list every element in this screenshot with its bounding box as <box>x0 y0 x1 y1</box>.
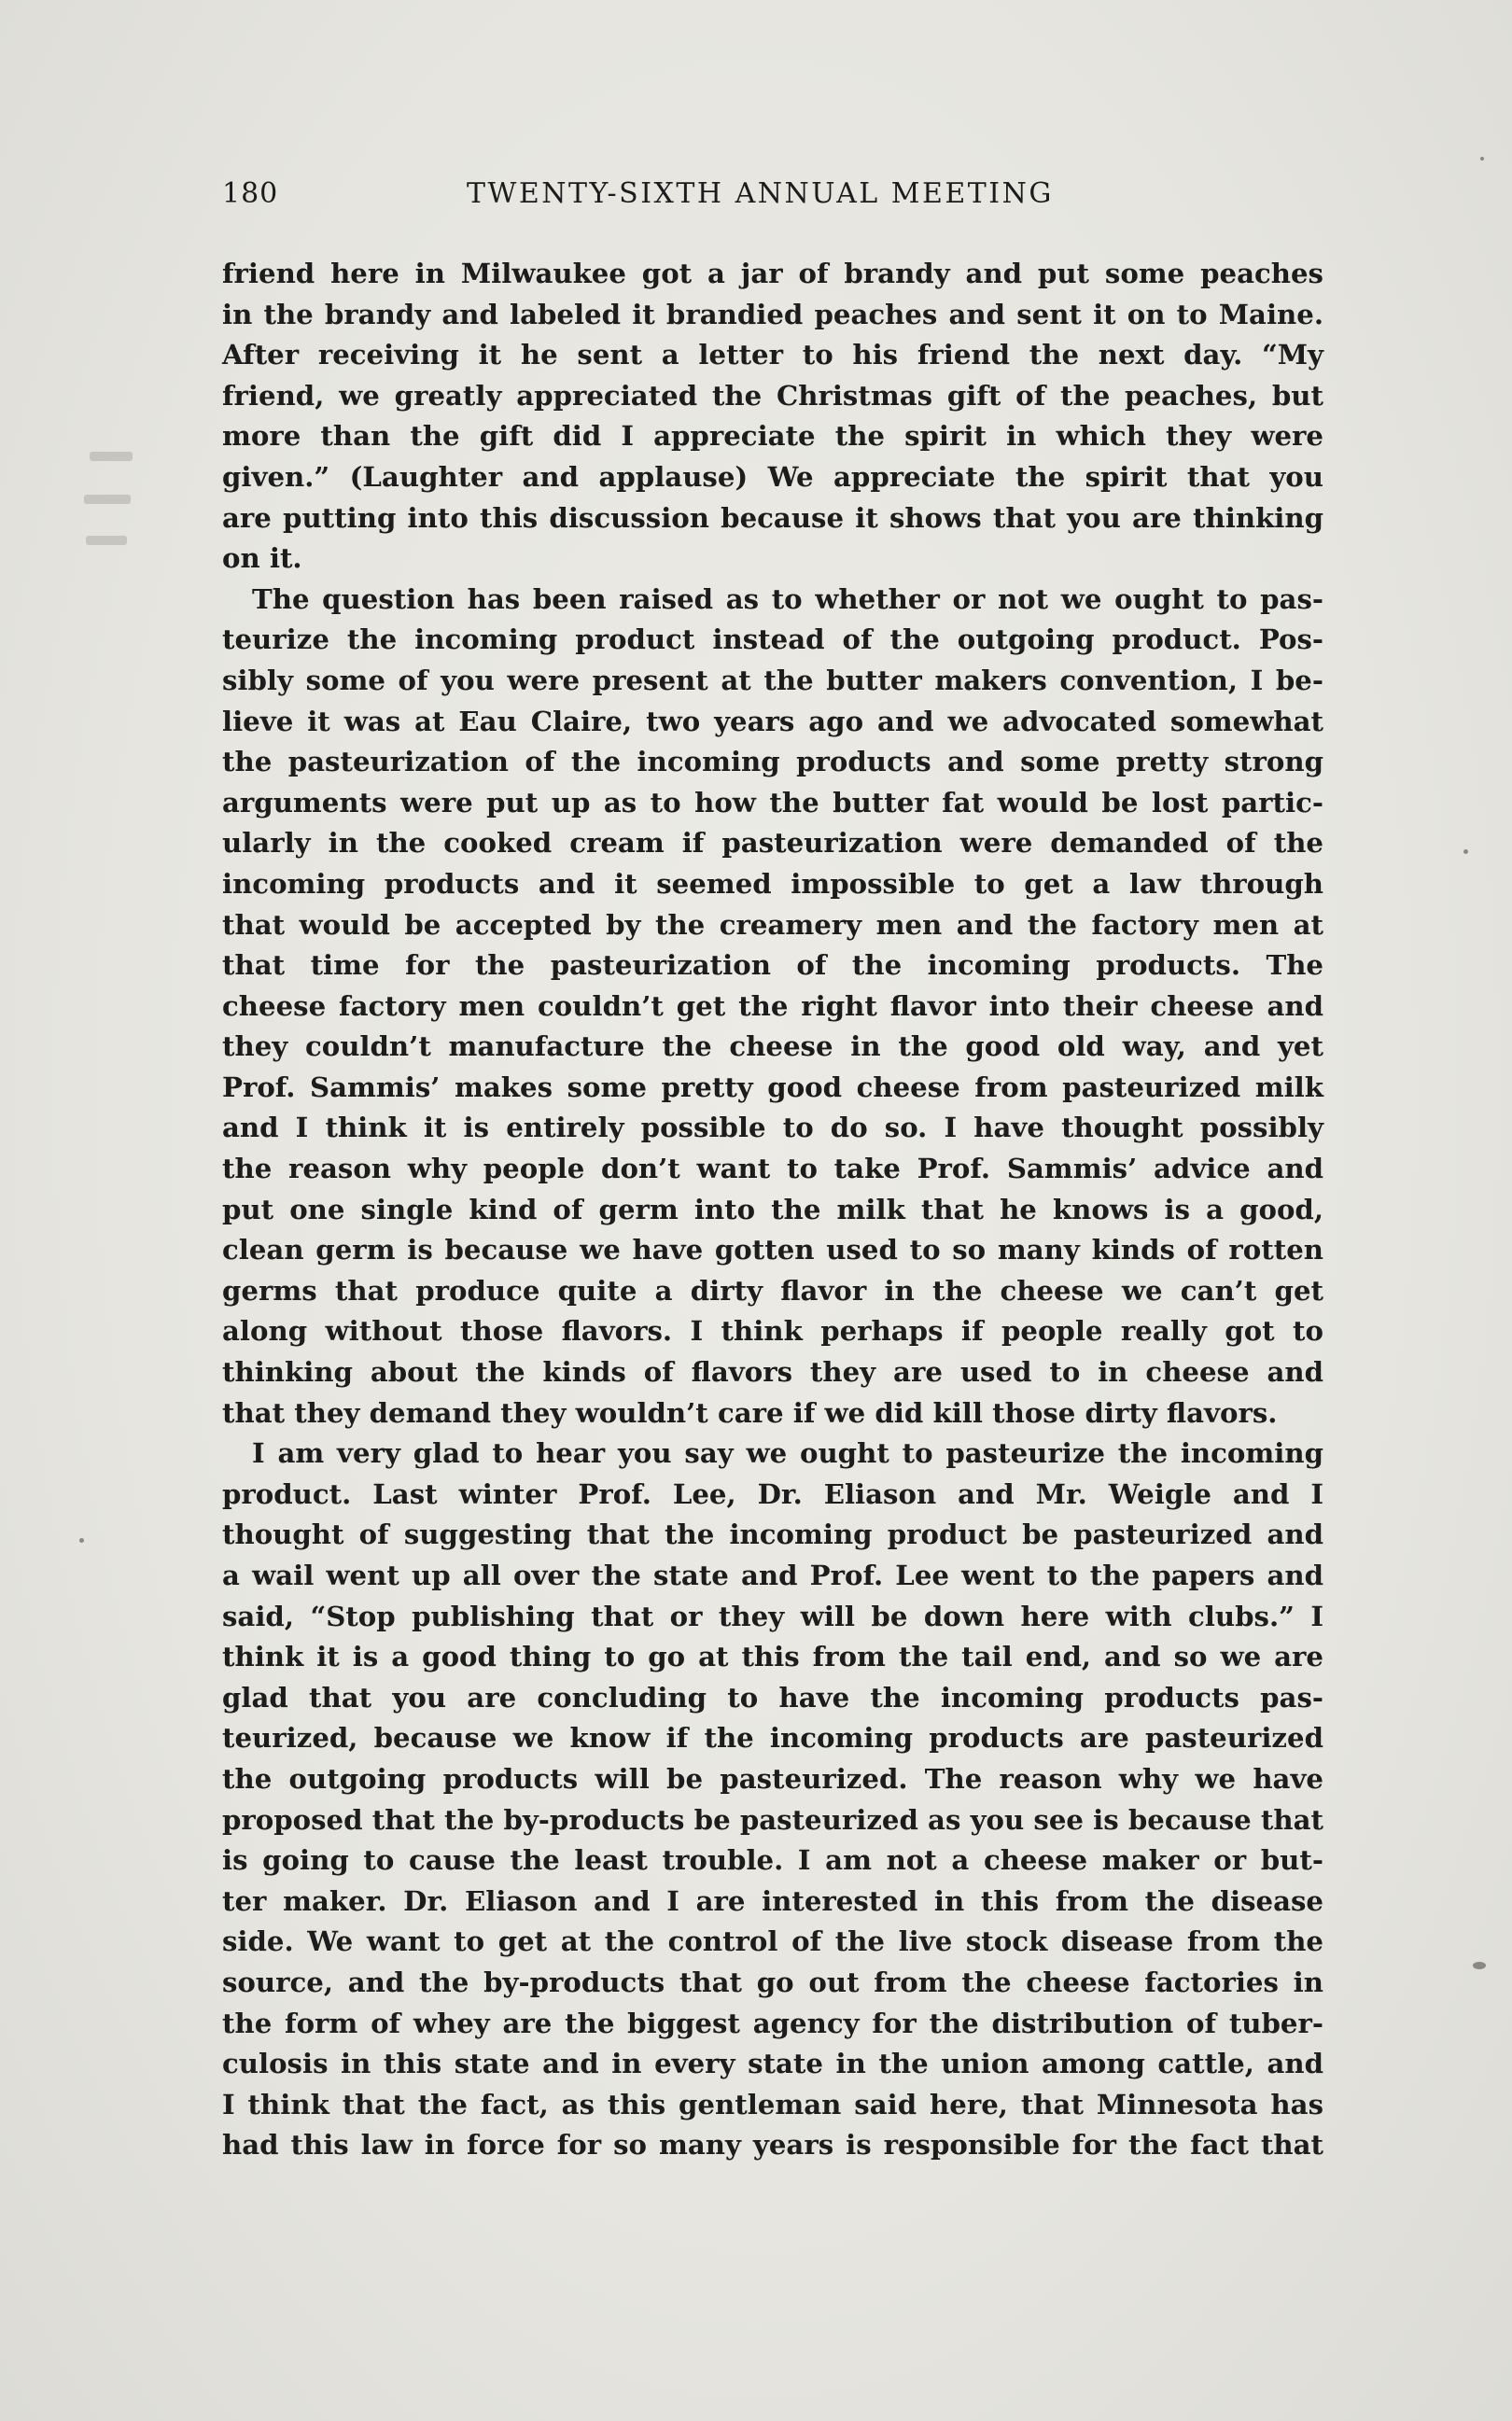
text-line: The question has been raised as to whether or not we ought to pas- <box>252 582 1323 615</box>
text-line: teurize the incoming product instead of the outgoing product. Pos- <box>222 623 1323 656</box>
text-line: I think that the fact, as this gentleman said here, that Minnesota has <box>222 2088 1323 2120</box>
text-line: germs that produce quite a dirty flavor in the cheese we can’t get <box>222 1274 1323 1307</box>
text-line: they couldn’t manufacture the cheese in the good old way, and yet <box>222 1030 1323 1063</box>
scan-speck <box>1463 849 1468 854</box>
text-line: along without those flavors. I think perhaps if people really got to <box>222 1315 1323 1348</box>
text-line: given.” (Laughter and applause) We appreciate the spirit that you <box>222 460 1323 493</box>
text-line: clean germ is because we have gotten used to so many kinds of rotten <box>222 1234 1323 1266</box>
text-line: on it. <box>222 542 302 575</box>
text-line: incoming products and it seemed impossible to get a law through <box>222 867 1323 900</box>
text-line: cheese factory men couldn’t get the right flavor into their cheese and <box>222 989 1323 1022</box>
text-line: that they demand they wouldn’t care if we did kill those dirty flavors. <box>222 1396 1278 1429</box>
text-line: the form of whey are the biggest agency for the distribution of tuber- <box>222 2007 1323 2039</box>
text-line: product. Last winter Prof. Lee, Dr. Eliason and Mr. Weigle and I <box>222 1477 1323 1510</box>
scan-speck <box>1480 157 1484 161</box>
running-title: TWENTY-SIXTH ANNUAL MEETING <box>467 177 1054 210</box>
text-line: the reason why people don’t want to take Prof. Sammis’ advice and <box>222 1153 1323 1185</box>
scan-speck <box>79 1538 84 1543</box>
text-line: that time for the pasteurization of the incoming products. The <box>222 949 1323 982</box>
text-line: sibly some of you were present at the butter makers convention, I be- <box>222 664 1323 696</box>
page-number: 180 <box>222 177 279 210</box>
text-line: the pasteurization of the incoming products and some pretty strong <box>222 746 1323 778</box>
text-line: thought of suggesting that the incoming product be pasteurized and <box>222 1518 1323 1551</box>
text-line: a wail went up all over the state and Prof. Lee went to the papers and <box>222 1560 1323 1591</box>
text-line: proposed that the by-products be pasteurized as you see is because that <box>222 1803 1323 1836</box>
text-line: are putting into this discussion because it shows that you are thinking <box>222 501 1323 534</box>
text-line: ter maker. Dr. Eliason and I are interested in this from the disease <box>222 1884 1323 1917</box>
text-line: friend, we greatly appreciated the Christmas gift of the peaches, but <box>222 379 1323 412</box>
text-line: think it is a good thing to go at this from the tail end, and so we are <box>222 1641 1323 1673</box>
scan-speck <box>1473 1962 1486 1969</box>
text-line: teurized, because we know if the incoming products are pasteurized <box>222 1722 1323 1755</box>
text-line: that would be accepted by the creamery men and the factory men at <box>222 908 1323 941</box>
text-line: said, “Stop publishing that or they will be down here with clubs.” I <box>222 1600 1323 1632</box>
text-line: the outgoing products will be pasteurized. The reason why we have <box>222 1762 1323 1795</box>
text-line: culosis in this state and in every state in the union among cattle, and <box>222 2048 1323 2080</box>
text-line: Prof. Sammis’ makes some pretty good cheese from pasteurized milk <box>222 1071 1323 1103</box>
text-line: and I think it is entirely possible to do so. I have thought possibly <box>222 1112 1323 1144</box>
text-line: more than the gift did I appreciate the spirit in which they were <box>222 420 1323 453</box>
page-header <box>222 177 1323 218</box>
margin-smudge <box>84 495 131 504</box>
text-line: lieve it was at Eau Claire, two years ago and we advocated somewhat <box>222 705 1323 737</box>
text-line: put one single kind of germ into the milk that he knows is a good, <box>222 1193 1323 1225</box>
margin-smudge <box>86 536 127 545</box>
text-line: After receiving it he sent a letter to his friend the next day. “My <box>222 339 1323 371</box>
margin-smudge <box>90 452 133 461</box>
text-line: glad that you are concluding to have the incoming products pas- <box>222 1681 1323 1714</box>
text-line: ularly in the cooked cream if pasteurization were demanded of the <box>222 827 1323 860</box>
text-line: arguments were put up as to how the butter fat would be lost partic- <box>222 786 1323 819</box>
text-line: side. We want to get at the control of the live stock disease from the <box>222 1925 1323 1958</box>
text-line: thinking about the kinds of flavors they are used to in cheese and <box>222 1356 1323 1389</box>
body-text <box>222 254 1323 2166</box>
text-line: friend here in Milwaukee got a jar of brandy and put some peaches <box>222 258 1323 289</box>
text-line: I am very glad to hear you say we ought to pasteurize the incoming <box>252 1437 1323 1470</box>
text-line: is going to cause the least trouble. I am not a cheese maker or but- <box>222 1844 1323 1877</box>
text-line: had this law in force for so many years is responsible for the fact that <box>222 2129 1323 2162</box>
text-line: in the brandy and labeled it brandied peaches and sent it on to Maine. <box>222 298 1323 330</box>
text-line: source, and the by-products that go out from the cheese factories in <box>222 1966 1323 1998</box>
